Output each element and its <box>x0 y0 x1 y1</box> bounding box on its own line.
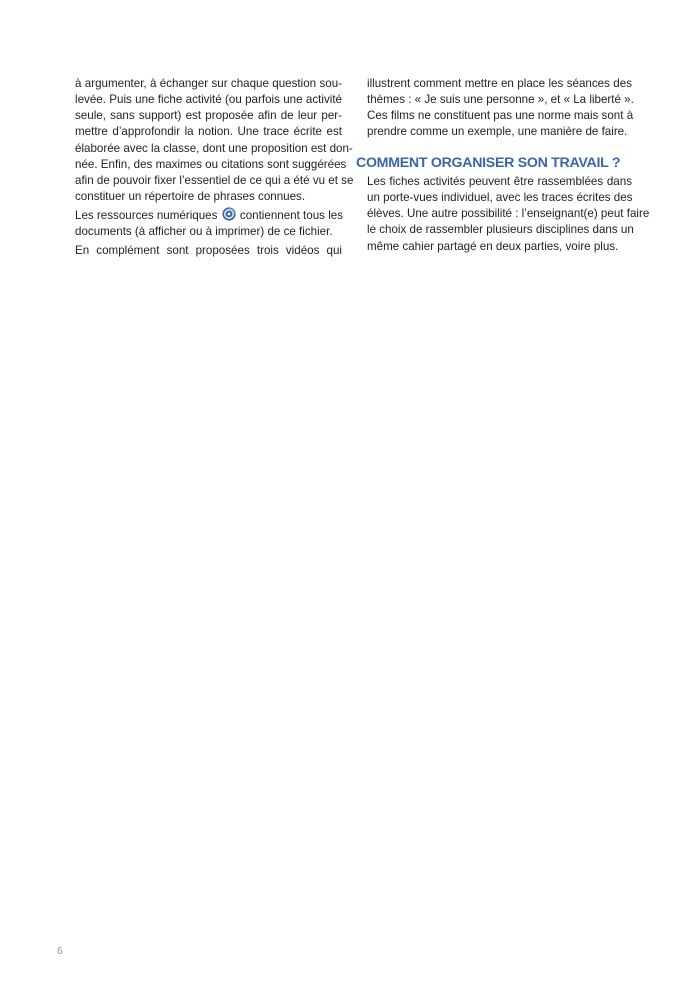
section-heading: COMMENT ORGANISER SON TRAVAIL ? <box>356 155 621 171</box>
text-line: à argumenter, à échanger sur chaque question sou- <box>75 77 342 90</box>
right-paragraph-2 <box>367 174 650 255</box>
text-line: documents (à afficher ou à imprimer) de ce fichier. <box>75 225 333 239</box>
left-paragraph-2 <box>75 207 342 240</box>
text-line: Ces films ne constituent pas une norme mais sont à <box>367 109 634 123</box>
page-number: 6 <box>57 946 63 957</box>
text-line: levée. Puis une fiche activité (ou parfois une activité <box>75 93 342 107</box>
text-line: illustrent comment mettre en place les séances des <box>367 77 632 90</box>
text-line: élaborée avec la classe, dont une proposition est don- <box>75 141 353 155</box>
left-paragraph-1 <box>75 76 354 205</box>
text-line: seule, sans support) est proposée afin de leur per- <box>75 109 342 123</box>
text-line: prendre comme un exemple, une manière de faire. <box>367 125 628 139</box>
text-line: un porte-vues individuel, avec les traces écrites des <box>367 191 633 205</box>
text-line: élèves. Une autre possibilité : l’enseignant(e) peut faire <box>367 207 650 221</box>
left-column <box>75 76 354 259</box>
text-line: constituer un répertoire de phrases connues. <box>75 190 306 204</box>
text-line: le choix de rassembler plusieurs disciplines dans un <box>367 223 634 237</box>
resources-text-after: contiennent tous les <box>239 209 344 223</box>
text-line: mettre d’approfondir la notion. Une trace écrite est <box>75 125 342 139</box>
text-line: même cahier partagé en deux parties, voire plus. <box>367 239 619 253</box>
text-line <box>75 207 342 224</box>
text-line: En complément sont proposées trois vidéos qui <box>75 243 342 257</box>
right-paragraph-1 <box>367 76 632 141</box>
resources-text: Les ressources numériques <box>75 209 218 223</box>
text-line: afin de pouvoir fixer l’essentiel de ce qui a été vu et se <box>75 173 354 187</box>
text-line: thèmes : « Je suis une personne », et « La liberté ». <box>367 93 634 107</box>
right-column <box>367 76 632 141</box>
digital-resources-icon <box>222 207 236 221</box>
text-line: née. Enfin, des maximes ou citations sont suggérées <box>75 157 347 171</box>
text-line: Les fiches activités peuvent être rassemblées dans <box>367 175 632 188</box>
left-paragraph-3 <box>75 243 342 259</box>
